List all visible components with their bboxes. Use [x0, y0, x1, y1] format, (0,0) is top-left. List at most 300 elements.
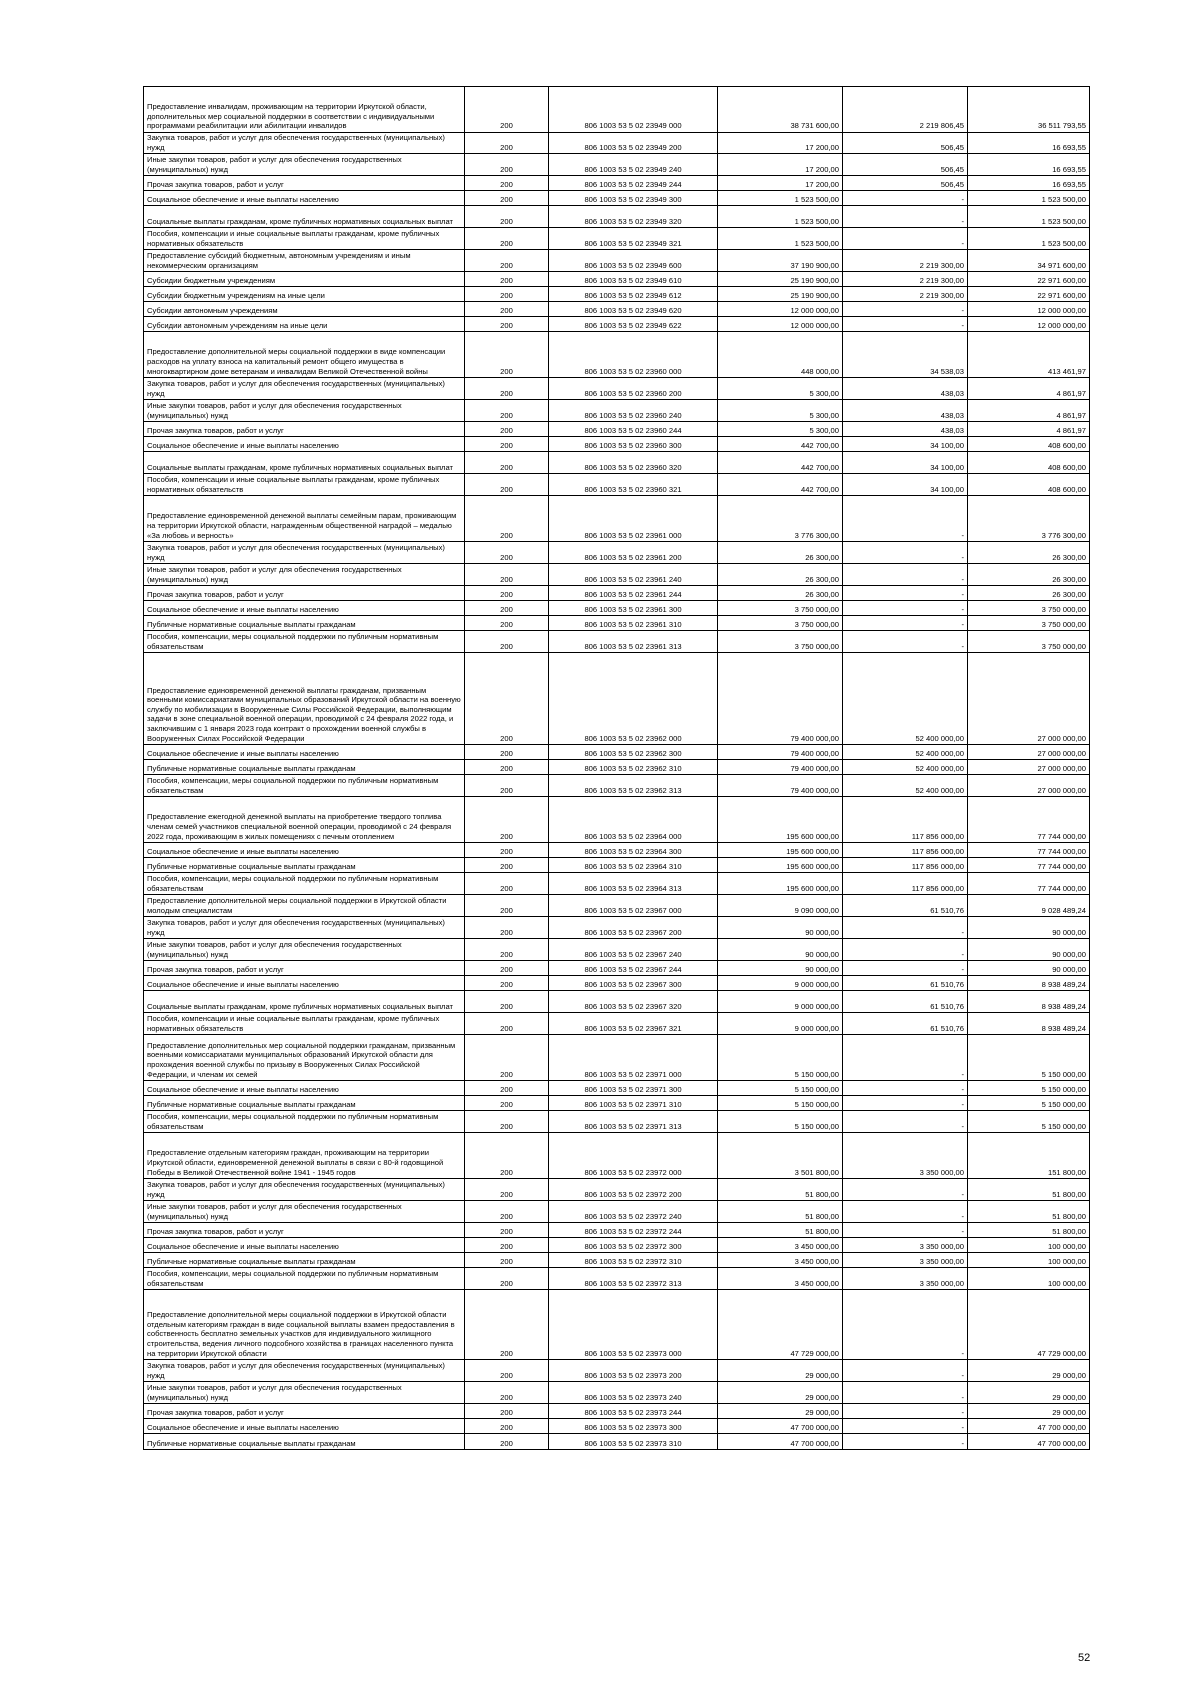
unexecuted-amount: 413 461,97 — [968, 332, 1090, 378]
unexecuted-amount: 8 938 489,24 — [968, 976, 1090, 991]
budget-classification-code: 806 1003 53 5 02 23973 240 — [549, 1382, 718, 1404]
executed-amount: 117 856 000,00 — [843, 873, 968, 895]
approved-amount: 79 400 000,00 — [718, 760, 843, 775]
row-code: 200 — [465, 1013, 549, 1035]
row-code: 200 — [465, 496, 549, 542]
table-row — [144, 378, 1090, 400]
table-row — [144, 976, 1090, 991]
budget-item-name: Публичные нормативные социальные выплаты гражданам — [144, 1253, 465, 1268]
unexecuted-amount: 29 000,00 — [968, 1382, 1090, 1404]
approved-amount: 3 750 000,00 — [718, 616, 843, 631]
budget-item-name: Социальное обеспечение и иные выплаты населению — [144, 1081, 465, 1096]
budget-item-name: Субсидии автономным учреждениям на иные цели — [144, 317, 465, 332]
budget-classification-code: 806 1003 53 5 02 23960 321 — [549, 474, 718, 496]
table-row — [144, 1201, 1090, 1223]
row-code: 200 — [465, 1035, 549, 1081]
executed-amount: - — [843, 586, 968, 601]
row-code: 200 — [465, 601, 549, 616]
executed-amount: - — [843, 542, 968, 564]
budget-item-name: Социальное обеспечение и иные выплаты населению — [144, 976, 465, 991]
table-row — [144, 939, 1090, 961]
executed-amount: - — [843, 1290, 968, 1360]
budget-classification-code: 806 1003 53 5 02 23972 000 — [549, 1133, 718, 1179]
executed-amount: 506,45 — [843, 154, 968, 176]
table-row — [144, 895, 1090, 917]
executed-amount: 438,03 — [843, 422, 968, 437]
unexecuted-amount: 12 000 000,00 — [968, 317, 1090, 332]
row-code: 200 — [465, 895, 549, 917]
approved-amount: 1 523 500,00 — [718, 206, 843, 228]
unexecuted-amount: 16 693,55 — [968, 154, 1090, 176]
executed-amount: - — [843, 1035, 968, 1081]
approved-amount: 3 750 000,00 — [718, 601, 843, 616]
executed-amount: - — [843, 917, 968, 939]
budget-item-name: Социальное обеспечение и иные выплаты населению — [144, 745, 465, 760]
row-code: 200 — [465, 287, 549, 302]
budget-item-name: Предоставление дополнительных мер социальной поддержки гражданам, призванным военными комиссариатами муниципальных образований Иркутской области для прохождения военной службы по призыву в Вооруженных Силах Российской Федерации, и членам их семей — [144, 1035, 465, 1081]
budget-item-name: Прочая закупка товаров, работ и услуг — [144, 1223, 465, 1238]
table-row — [144, 1404, 1090, 1419]
unexecuted-amount: 51 800,00 — [968, 1201, 1090, 1223]
budget-item-name: Предоставление субсидий бюджетным, автономным учреждениям и иным некоммерческим организациям — [144, 250, 465, 272]
budget-classification-code: 806 1003 53 5 02 23962 300 — [549, 745, 718, 760]
row-code: 200 — [465, 378, 549, 400]
unexecuted-amount: 1 523 500,00 — [968, 228, 1090, 250]
approved-amount: 195 600 000,00 — [718, 873, 843, 895]
approved-amount: 195 600 000,00 — [718, 843, 843, 858]
table-row — [144, 422, 1090, 437]
executed-amount: 61 510,76 — [843, 991, 968, 1013]
table-row — [144, 917, 1090, 939]
budget-item-name: Публичные нормативные социальные выплаты гражданам — [144, 1434, 465, 1450]
row-code: 200 — [465, 586, 549, 601]
unexecuted-amount: 100 000,00 — [968, 1268, 1090, 1290]
table-row — [144, 332, 1090, 378]
budget-classification-code: 806 1003 53 5 02 23949 600 — [549, 250, 718, 272]
page-number: 52 — [1078, 1652, 1091, 1664]
row-code: 200 — [465, 564, 549, 586]
budget-item-name: Публичные нормативные социальные выплаты гражданам — [144, 616, 465, 631]
executed-amount: 52 400 000,00 — [843, 745, 968, 760]
budget-classification-code: 806 1003 53 5 02 23971 000 — [549, 1035, 718, 1081]
budget-item-name: Пособия, компенсации, меры социальной поддержки по публичным нормативным обязательствам — [144, 873, 465, 895]
executed-amount: - — [843, 1096, 968, 1111]
approved-amount: 26 300,00 — [718, 542, 843, 564]
executed-amount: - — [843, 1404, 968, 1419]
executed-amount: 52 400 000,00 — [843, 775, 968, 797]
row-code: 200 — [465, 631, 549, 653]
table-row — [144, 287, 1090, 302]
table-row — [144, 272, 1090, 287]
unexecuted-amount: 5 150 000,00 — [968, 1035, 1090, 1081]
approved-amount: 5 300,00 — [718, 422, 843, 437]
table-row — [144, 437, 1090, 452]
budget-item-name: Предоставление единовременной денежной выплаты гражданам, призванным военными комиссариатами муниципальных образований Иркутской области на военную службу по мобилизации в Вооруженные Силы Российской Федерации, выполняющим задачи в зоне специальной военной операции, проводимой с 24 февраля 2022 года, и заключившим с 1 января 2023 года контракт о прохождении военной службы в Вооруженных Силах Российской Федерации — [144, 653, 465, 745]
approved-amount: 79 400 000,00 — [718, 653, 843, 745]
table-row — [144, 631, 1090, 653]
approved-amount: 5 150 000,00 — [718, 1111, 843, 1133]
unexecuted-amount: 77 744 000,00 — [968, 843, 1090, 858]
unexecuted-amount: 4 861,97 — [968, 422, 1090, 437]
approved-amount: 29 000,00 — [718, 1382, 843, 1404]
unexecuted-amount: 1 523 500,00 — [968, 191, 1090, 206]
unexecuted-amount: 77 744 000,00 — [968, 873, 1090, 895]
unexecuted-amount: 90 000,00 — [968, 939, 1090, 961]
unexecuted-amount: 26 300,00 — [968, 564, 1090, 586]
budget-item-name: Иные закупки товаров, работ и услуг для обеспечения государственных (муниципальных) нужд — [144, 154, 465, 176]
budget-item-name: Пособия, компенсации и иные социальные выплаты гражданам, кроме публичных нормативных обязательств — [144, 1013, 465, 1035]
budget-item-name: Прочая закупка товаров, работ и услуг — [144, 1404, 465, 1419]
budget-classification-code: 806 1003 53 5 02 23964 300 — [549, 843, 718, 858]
budget-classification-code: 806 1003 53 5 02 23961 300 — [549, 601, 718, 616]
row-code: 200 — [465, 1081, 549, 1096]
budget-classification-code: 806 1003 53 5 02 23949 610 — [549, 272, 718, 287]
budget-classification-code: 806 1003 53 5 02 23967 000 — [549, 895, 718, 917]
executed-amount: - — [843, 1201, 968, 1223]
budget-classification-code: 806 1003 53 5 02 23960 244 — [549, 422, 718, 437]
table-row — [144, 250, 1090, 272]
row-code: 200 — [465, 939, 549, 961]
unexecuted-amount: 27 000 000,00 — [968, 760, 1090, 775]
budget-item-name: Прочая закупка товаров, работ и услуг — [144, 422, 465, 437]
executed-amount: 3 350 000,00 — [843, 1238, 968, 1253]
table-row — [144, 991, 1090, 1013]
row-code: 200 — [465, 961, 549, 976]
budget-classification-code: 806 1003 53 5 02 23961 310 — [549, 616, 718, 631]
executed-amount: - — [843, 601, 968, 616]
unexecuted-amount: 77 744 000,00 — [968, 797, 1090, 843]
approved-amount: 38 731 600,00 — [718, 87, 843, 133]
approved-amount: 3 776 300,00 — [718, 496, 843, 542]
row-code: 200 — [465, 228, 549, 250]
table-row — [144, 1434, 1090, 1450]
unexecuted-amount: 8 938 489,24 — [968, 991, 1090, 1013]
budget-item-name: Социальное обеспечение и иные выплаты населению — [144, 191, 465, 206]
budget-item-name: Предоставление единовременной денежной выплаты семейным парам, проживающим на территории Иркутской области, награжденным общественной наградой – медалью «За любовь и верность» — [144, 496, 465, 542]
table-row — [144, 1179, 1090, 1201]
table-body — [144, 87, 1090, 1450]
budget-item-name: Закупка товаров, работ и услуг для обеспечения государственных (муниципальных) нужд — [144, 133, 465, 154]
row-code: 200 — [465, 250, 549, 272]
approved-amount: 17 200,00 — [718, 154, 843, 176]
row-code: 200 — [465, 1096, 549, 1111]
executed-amount: - — [843, 317, 968, 332]
row-code: 200 — [465, 1419, 549, 1434]
budget-classification-code: 806 1003 53 5 02 23961 000 — [549, 496, 718, 542]
budget-classification-code: 806 1003 53 5 02 23967 200 — [549, 917, 718, 939]
executed-amount: 117 856 000,00 — [843, 843, 968, 858]
table-row — [144, 1223, 1090, 1238]
unexecuted-amount: 47 700 000,00 — [968, 1419, 1090, 1434]
table-row — [144, 206, 1090, 228]
approved-amount: 26 300,00 — [718, 564, 843, 586]
table-row — [144, 1290, 1090, 1360]
table-row — [144, 858, 1090, 873]
executed-amount: 34 538,03 — [843, 332, 968, 378]
executed-amount: 3 350 000,00 — [843, 1268, 968, 1290]
budget-classification-code: 806 1003 53 5 02 23973 310 — [549, 1434, 718, 1450]
budget-classification-code: 806 1003 53 5 02 23960 200 — [549, 378, 718, 400]
budget-classification-code: 806 1003 53 5 02 23973 244 — [549, 1404, 718, 1419]
approved-amount: 5 150 000,00 — [718, 1081, 843, 1096]
table-row — [144, 1035, 1090, 1081]
unexecuted-amount: 47 729 000,00 — [968, 1290, 1090, 1360]
row-code: 200 — [465, 133, 549, 154]
row-code: 200 — [465, 1290, 549, 1360]
row-code: 200 — [465, 1382, 549, 1404]
budget-classification-code: 806 1003 53 5 02 23949 622 — [549, 317, 718, 332]
budget-item-name: Прочая закупка товаров, работ и услуг — [144, 961, 465, 976]
budget-item-name: Пособия, компенсации, меры социальной поддержки по публичным нормативным обязательствам — [144, 1268, 465, 1290]
approved-amount: 51 800,00 — [718, 1179, 843, 1201]
executed-amount: - — [843, 496, 968, 542]
table-row — [144, 176, 1090, 191]
budget-classification-code: 806 1003 53 5 02 23971 300 — [549, 1081, 718, 1096]
table-row — [144, 191, 1090, 206]
budget-item-name: Закупка товаров, работ и услуг для обеспечения государственных (муниципальных) нужд — [144, 542, 465, 564]
budget-item-name: Социальные выплаты гражданам, кроме публичных нормативных социальных выплат — [144, 452, 465, 474]
approved-amount: 79 400 000,00 — [718, 745, 843, 760]
row-code: 200 — [465, 1179, 549, 1201]
table-row — [144, 1238, 1090, 1253]
row-code: 200 — [465, 191, 549, 206]
budget-classification-code: 806 1003 53 5 02 23964 310 — [549, 858, 718, 873]
table-row — [144, 154, 1090, 176]
row-code: 200 — [465, 474, 549, 496]
budget-classification-code: 806 1003 53 5 02 23960 240 — [549, 400, 718, 422]
budget-classification-code: 806 1003 53 5 02 23960 300 — [549, 437, 718, 452]
row-code: 200 — [465, 653, 549, 745]
executed-amount: 3 350 000,00 — [843, 1253, 968, 1268]
table-row — [144, 1013, 1090, 1035]
table-row — [144, 961, 1090, 976]
executed-amount: 34 100,00 — [843, 452, 968, 474]
approved-amount: 26 300,00 — [718, 586, 843, 601]
unexecuted-amount: 27 000 000,00 — [968, 775, 1090, 797]
budget-item-name: Иные закупки товаров, работ и услуг для обеспечения государственных (муниципальных) нужд — [144, 400, 465, 422]
executed-amount: - — [843, 1382, 968, 1404]
budget-classification-code: 806 1003 53 5 02 23962 000 — [549, 653, 718, 745]
budget-classification-code: 806 1003 53 5 02 23949 000 — [549, 87, 718, 133]
unexecuted-amount: 36 511 793,55 — [968, 87, 1090, 133]
table-row — [144, 616, 1090, 631]
executed-amount: - — [843, 1419, 968, 1434]
executed-amount: 61 510,76 — [843, 895, 968, 917]
executed-amount: - — [843, 191, 968, 206]
approved-amount: 3 450 000,00 — [718, 1268, 843, 1290]
approved-amount: 442 700,00 — [718, 437, 843, 452]
executed-amount: - — [843, 1081, 968, 1096]
approved-amount: 47 700 000,00 — [718, 1434, 843, 1450]
row-code: 200 — [465, 1201, 549, 1223]
executed-amount: 52 400 000,00 — [843, 653, 968, 745]
budget-item-name: Иные закупки товаров, работ и услуг для обеспечения государственных (муниципальных) нужд — [144, 564, 465, 586]
table-row — [144, 653, 1090, 745]
approved-amount: 47 700 000,00 — [718, 1419, 843, 1434]
approved-amount: 79 400 000,00 — [718, 775, 843, 797]
table-row — [144, 797, 1090, 843]
unexecuted-amount: 77 744 000,00 — [968, 858, 1090, 873]
row-code: 200 — [465, 1253, 549, 1268]
table-row — [144, 564, 1090, 586]
executed-amount: 3 350 000,00 — [843, 1133, 968, 1179]
unexecuted-amount: 51 800,00 — [968, 1223, 1090, 1238]
budget-item-name: Социальное обеспечение и иные выплаты населению — [144, 437, 465, 452]
approved-amount: 90 000,00 — [718, 917, 843, 939]
unexecuted-amount: 29 000,00 — [968, 1360, 1090, 1382]
approved-amount: 3 750 000,00 — [718, 631, 843, 653]
row-code: 200 — [465, 1238, 549, 1253]
table-row — [144, 1133, 1090, 1179]
executed-amount: - — [843, 206, 968, 228]
executed-amount: 61 510,76 — [843, 976, 968, 991]
table-row — [144, 317, 1090, 332]
unexecuted-amount: 16 693,55 — [968, 176, 1090, 191]
unexecuted-amount: 408 600,00 — [968, 437, 1090, 452]
unexecuted-amount: 100 000,00 — [968, 1253, 1090, 1268]
approved-amount: 90 000,00 — [718, 939, 843, 961]
unexecuted-amount: 26 300,00 — [968, 586, 1090, 601]
table-row — [144, 542, 1090, 564]
row-code: 200 — [465, 1360, 549, 1382]
approved-amount: 195 600 000,00 — [718, 858, 843, 873]
approved-amount: 5 150 000,00 — [718, 1096, 843, 1111]
row-code: 200 — [465, 843, 549, 858]
table-row — [144, 1253, 1090, 1268]
budget-classification-code: 806 1003 53 5 02 23972 300 — [549, 1238, 718, 1253]
budget-classification-code: 806 1003 53 5 02 23962 310 — [549, 760, 718, 775]
budget-classification-code: 806 1003 53 5 02 23967 321 — [549, 1013, 718, 1035]
budget-item-name: Пособия, компенсации и иные социальные выплаты гражданам, кроме публичных нормативных обязательств — [144, 474, 465, 496]
row-code: 200 — [465, 1223, 549, 1238]
executed-amount: 506,45 — [843, 133, 968, 154]
unexecuted-amount: 151 800,00 — [968, 1133, 1090, 1179]
approved-amount: 1 523 500,00 — [718, 191, 843, 206]
unexecuted-amount: 22 971 600,00 — [968, 272, 1090, 287]
budget-item-name: Закупка товаров, работ и услуг для обеспечения государственных (муниципальных) нужд — [144, 1179, 465, 1201]
unexecuted-amount: 26 300,00 — [968, 542, 1090, 564]
table-row — [144, 1096, 1090, 1111]
row-code: 200 — [465, 1404, 549, 1419]
unexecuted-amount: 22 971 600,00 — [968, 287, 1090, 302]
row-code: 200 — [465, 302, 549, 317]
budget-item-name: Публичные нормативные социальные выплаты гражданам — [144, 858, 465, 873]
budget-item-name: Предоставление инвалидам, проживающим на территории Иркутской области, дополнительных мер социальной поддержки в соответствии с индивидуальными программами реабилитации или абилитации инвалидов — [144, 87, 465, 133]
unexecuted-amount: 3 750 000,00 — [968, 601, 1090, 616]
unexecuted-amount: 27 000 000,00 — [968, 745, 1090, 760]
budget-item-name: Социальное обеспечение и иные выплаты населению — [144, 1419, 465, 1434]
approved-amount: 5 150 000,00 — [718, 1035, 843, 1081]
executed-amount: 117 856 000,00 — [843, 797, 968, 843]
executed-amount: - — [843, 1434, 968, 1450]
approved-amount: 29 000,00 — [718, 1360, 843, 1382]
row-code: 200 — [465, 272, 549, 287]
approved-amount: 12 000 000,00 — [718, 302, 843, 317]
executed-amount: 438,03 — [843, 378, 968, 400]
budget-classification-code: 806 1003 53 5 02 23949 300 — [549, 191, 718, 206]
budget-item-name: Социальные выплаты гражданам, кроме публичных нормативных социальных выплат — [144, 206, 465, 228]
budget-classification-code: 806 1003 53 5 02 23962 313 — [549, 775, 718, 797]
row-code: 200 — [465, 422, 549, 437]
executed-amount: 117 856 000,00 — [843, 858, 968, 873]
budget-classification-code: 806 1003 53 5 02 23973 000 — [549, 1290, 718, 1360]
approved-amount: 3 450 000,00 — [718, 1253, 843, 1268]
executed-amount: 2 219 806,45 — [843, 87, 968, 133]
unexecuted-amount: 90 000,00 — [968, 961, 1090, 976]
budget-item-name: Иные закупки товаров, работ и услуг для обеспечения государственных (муниципальных) нужд — [144, 1201, 465, 1223]
row-code: 200 — [465, 1434, 549, 1450]
row-code: 200 — [465, 976, 549, 991]
budget-classification-code: 806 1003 53 5 02 23960 000 — [549, 332, 718, 378]
unexecuted-amount: 29 000,00 — [968, 1404, 1090, 1419]
row-code: 200 — [465, 154, 549, 176]
budget-item-name: Пособия, компенсации, меры социальной поддержки по публичным нормативным обязательствам — [144, 775, 465, 797]
table-row — [144, 1268, 1090, 1290]
unexecuted-amount: 34 971 600,00 — [968, 250, 1090, 272]
row-code: 200 — [465, 616, 549, 631]
unexecuted-amount: 4 861,97 — [968, 400, 1090, 422]
approved-amount: 17 200,00 — [718, 133, 843, 154]
budget-item-name: Социальное обеспечение и иные выплаты населению — [144, 601, 465, 616]
row-code: 200 — [465, 452, 549, 474]
unexecuted-amount: 3 750 000,00 — [968, 616, 1090, 631]
row-code: 200 — [465, 176, 549, 191]
budget-item-name: Предоставление ежегодной денежной выплаты на приобретение твердого топлива членам семей участников специальной военной операции, проводимой с 24 февраля 2022 года, проживающим в жилых помещениях с печным отоплением — [144, 797, 465, 843]
table-row — [144, 496, 1090, 542]
table-row — [144, 1081, 1090, 1096]
executed-amount: 438,03 — [843, 400, 968, 422]
budget-classification-code: 806 1003 53 5 02 23967 240 — [549, 939, 718, 961]
table-row — [144, 87, 1090, 133]
row-code: 200 — [465, 775, 549, 797]
row-code: 200 — [465, 1111, 549, 1133]
budget-classification-code: 806 1003 53 5 02 23973 200 — [549, 1360, 718, 1382]
budget-item-name: Пособия, компенсации и иные социальные выплаты гражданам, кроме публичных нормативных обязательств — [144, 228, 465, 250]
budget-item-name: Иные закупки товаров, работ и услуг для обеспечения государственных (муниципальных) нужд — [144, 1382, 465, 1404]
table-row — [144, 1360, 1090, 1382]
executed-amount: - — [843, 228, 968, 250]
budget-item-name: Предоставление отдельным категориям граждан, проживающим на территории Иркутской области, единовременной денежной выплаты в связи с 80-й годовщиной Победы в Великой Отечественной войне 1941 - 1945 годов — [144, 1133, 465, 1179]
approved-amount: 29 000,00 — [718, 1404, 843, 1419]
executed-amount: 34 100,00 — [843, 437, 968, 452]
approved-amount: 9 000 000,00 — [718, 991, 843, 1013]
unexecuted-amount: 51 800,00 — [968, 1179, 1090, 1201]
table-row — [144, 228, 1090, 250]
budget-item-name: Субсидии бюджетным учреждениям — [144, 272, 465, 287]
table-row — [144, 586, 1090, 601]
unexecuted-amount: 27 000 000,00 — [968, 653, 1090, 745]
table-row — [144, 1111, 1090, 1133]
executed-amount: - — [843, 939, 968, 961]
approved-amount: 90 000,00 — [718, 961, 843, 976]
budget-classification-code: 806 1003 53 5 02 23971 313 — [549, 1111, 718, 1133]
row-code: 200 — [465, 917, 549, 939]
row-code: 200 — [465, 1133, 549, 1179]
unexecuted-amount: 3 750 000,00 — [968, 631, 1090, 653]
budget-item-name: Прочая закупка товаров, работ и услуг — [144, 176, 465, 191]
approved-amount: 5 300,00 — [718, 378, 843, 400]
budget-classification-code: 806 1003 53 5 02 23949 320 — [549, 206, 718, 228]
unexecuted-amount: 8 938 489,24 — [968, 1013, 1090, 1035]
approved-amount: 17 200,00 — [718, 176, 843, 191]
budget-item-name: Публичные нормативные социальные выплаты гражданам — [144, 760, 465, 775]
row-code: 200 — [465, 317, 549, 332]
budget-classification-code: 806 1003 53 5 02 23949 244 — [549, 176, 718, 191]
budget-item-name: Публичные нормативные социальные выплаты гражданам — [144, 1096, 465, 1111]
approved-amount: 195 600 000,00 — [718, 797, 843, 843]
budget-item-name: Субсидии бюджетным учреждениям на иные цели — [144, 287, 465, 302]
executed-amount: - — [843, 616, 968, 631]
